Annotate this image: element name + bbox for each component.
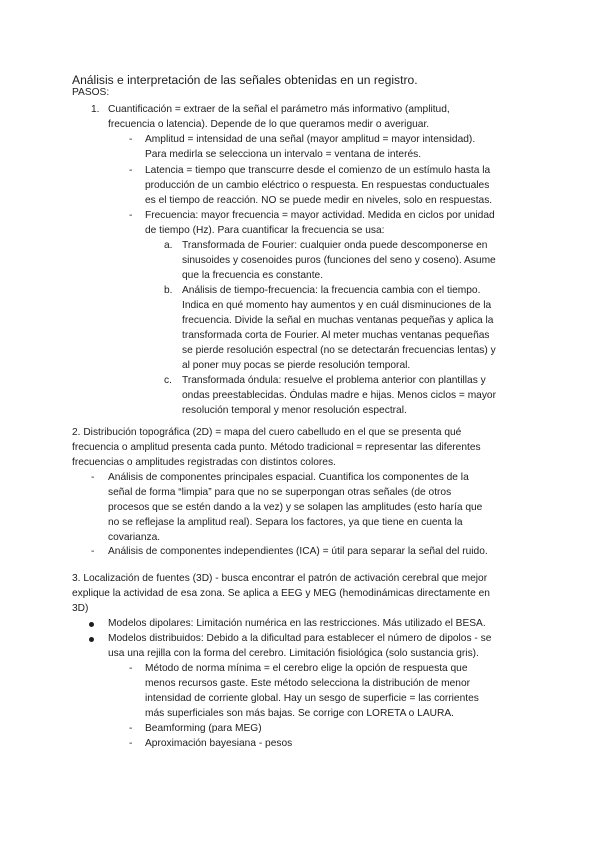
step3-subitem-line: Aproximación bayesiana - pesos: [145, 738, 293, 749]
step1-item-marker: -: [129, 134, 133, 145]
step2-item-line: Análisis de componentes principales espacial. Cuantifica los componentes de la: [108, 472, 469, 483]
step1-subitem-line: resolución temporal y menor resolución espectral.: [182, 405, 407, 416]
step2-item-line: Análisis de componentes independientes (ICA) = útil para separar la señal del ruido.: [108, 546, 488, 557]
step1-item-line: Para medirla se selecciona un intervalo = ventana de interés.: [145, 149, 422, 160]
step3-bullet-line: usa una rejilla con la forma del cerebro. Limitación fisiológica (solo sustancia gris).: [108, 648, 479, 659]
step3-subitem-marker: -: [129, 723, 133, 734]
step3-bullet-line: Modelos distribuidos: Debido a la dificultad para establecer el número de dipolos - se: [108, 633, 492, 644]
step1-subitem-line: frecuencia. Divide la señal en muchas ventanas pequeñas y aplica la: [182, 315, 494, 326]
step1-subitem-marker: a.: [164, 240, 173, 251]
step1-number: 1.: [91, 104, 100, 115]
step1-subitem-line: ondas preestablecidas. Óndulas madre e hijas. Menos ciclos = mayor: [182, 390, 496, 401]
step3-line: explique la actividad de esa zona. Se aplica a EEG y MEG (hemodinámicas directamente en: [72, 588, 490, 599]
step2-item-line: señal de forma “limpia” para que no se superpongan otras señales (de otros: [108, 487, 452, 498]
step1-item-line: producción de un cambio eléctrico o respuesta. En respuestas conductuales: [145, 180, 490, 191]
step1-subitem-line: que la frecuencia es constante.: [182, 270, 324, 281]
step1-line: Cuantificación = extraer de la señal el parámetro más informativo (amplitud,: [108, 104, 450, 115]
pasos-heading: PASOS:: [72, 87, 110, 98]
step1-subitem-line: al poner muy pocas se pierde resolución temporal.: [182, 360, 411, 371]
step1-item-marker: -: [129, 210, 133, 221]
step1-subitem-line: Análisis de tiempo-frecuencia: la frecuencia cambia con el tiempo.: [182, 285, 481, 296]
step1-line: frecuencia o latencia). Depende de lo que queramos medir o averiguar.: [108, 119, 430, 130]
step3-subitem-line: Método de norma mínima = el cerebro elige la opción de respuesta que: [145, 663, 468, 674]
step2-item-line: covarianza.: [108, 532, 161, 543]
step1-subitem-line: sinusoides y cosenoides puros (funciones del seno y coseno). Asume: [182, 255, 496, 266]
step1-item-line: es el tiempo de reacción. NO se puede medir en niveles, solo en respuestas.: [145, 195, 493, 206]
step3-subitem-line: Beamforming (para MEG): [145, 723, 262, 734]
step1-subitem-line: transformada corta de Fourier. Al meter muchas ventanas pequeñas: [182, 330, 490, 341]
step1-subitem-marker: b.: [164, 285, 173, 296]
step1-subitem-line: Transformada óndula: resuelve el problema anterior con plantillas y: [182, 375, 486, 386]
step2-item-line: procesos que se estén dando a la vez) y se solapen las amplitudes (esto haría que: [108, 502, 483, 513]
step2-line: frecuencia o amplitud presenta cada punto. Método tradicional = representar las diferentes: [72, 442, 481, 453]
step3-subitem-marker: -: [129, 738, 133, 749]
step1-item-line: Frecuencia: mayor frecuencia = mayor actividad. Medida en ciclos por unidad: [145, 210, 495, 221]
step1-subitem-line: Transformada de Fourier: cualquier onda puede descomponerse en: [182, 240, 488, 251]
step3-subitem-line: menos recursos gaste. Este método selecciona la distribución de menor: [145, 678, 471, 689]
step2-line: frecuencias o amplitudes registradas con distintos colores.: [72, 457, 336, 468]
step3-subitem-line: intensidad de corriente global. Hay un sesgo de superficie = las corrientes: [145, 693, 479, 704]
step2-item-line: no se reflejase la amplitud real). Separa los factores, ya que tiene en cuenta la: [108, 517, 463, 528]
step3-line: 3D): [72, 603, 89, 614]
step3-subitem-marker: -: [129, 663, 133, 674]
step1-item-line: de tiempo (Hz). Para cuantificar la frecuencia se usa:: [145, 225, 385, 236]
step3-line: 3. Localización de fuentes (3D) - busca encontrar el patrón de activación cerebral que mejor: [72, 573, 488, 584]
step2-item-marker: -: [91, 546, 95, 557]
document-title: Análisis e interpretación de las señales obtenidas en un registro.: [72, 73, 418, 87]
step2-line: 2. Distribución topográfica (2D) = mapa del cuero cabelludo en el que se presenta qué: [72, 427, 462, 438]
step3-subitem-line: más superficiales son más bajas. Se corrige con LORETA o LAURA.: [145, 708, 454, 719]
step2-item-marker: -: [91, 472, 95, 483]
step1-item-line: Latencia = tiempo que transcurre desde el comienzo de un estímulo hasta la: [145, 165, 491, 176]
step1-subitem-line: se pierde resolución espectral (no se detectarán frecuencias lentas) y: [182, 345, 496, 356]
bullet-icon: [89, 622, 94, 627]
step1-item-marker: -: [129, 165, 133, 176]
bullet-icon: [89, 637, 94, 642]
step3-bullet-line: Modelos dipolares: Limitación numérica en las restricciones. Más utilizado el BESA.: [108, 618, 486, 629]
step1-item-line: Amplitud = intensidad de una señal (mayor amplitud = mayor intensidad).: [145, 134, 476, 145]
step1-subitem-marker: c.: [164, 375, 172, 386]
step1-subitem-line: Indica en qué momento hay aumentos y en cuál disminuciones de la: [182, 300, 492, 311]
